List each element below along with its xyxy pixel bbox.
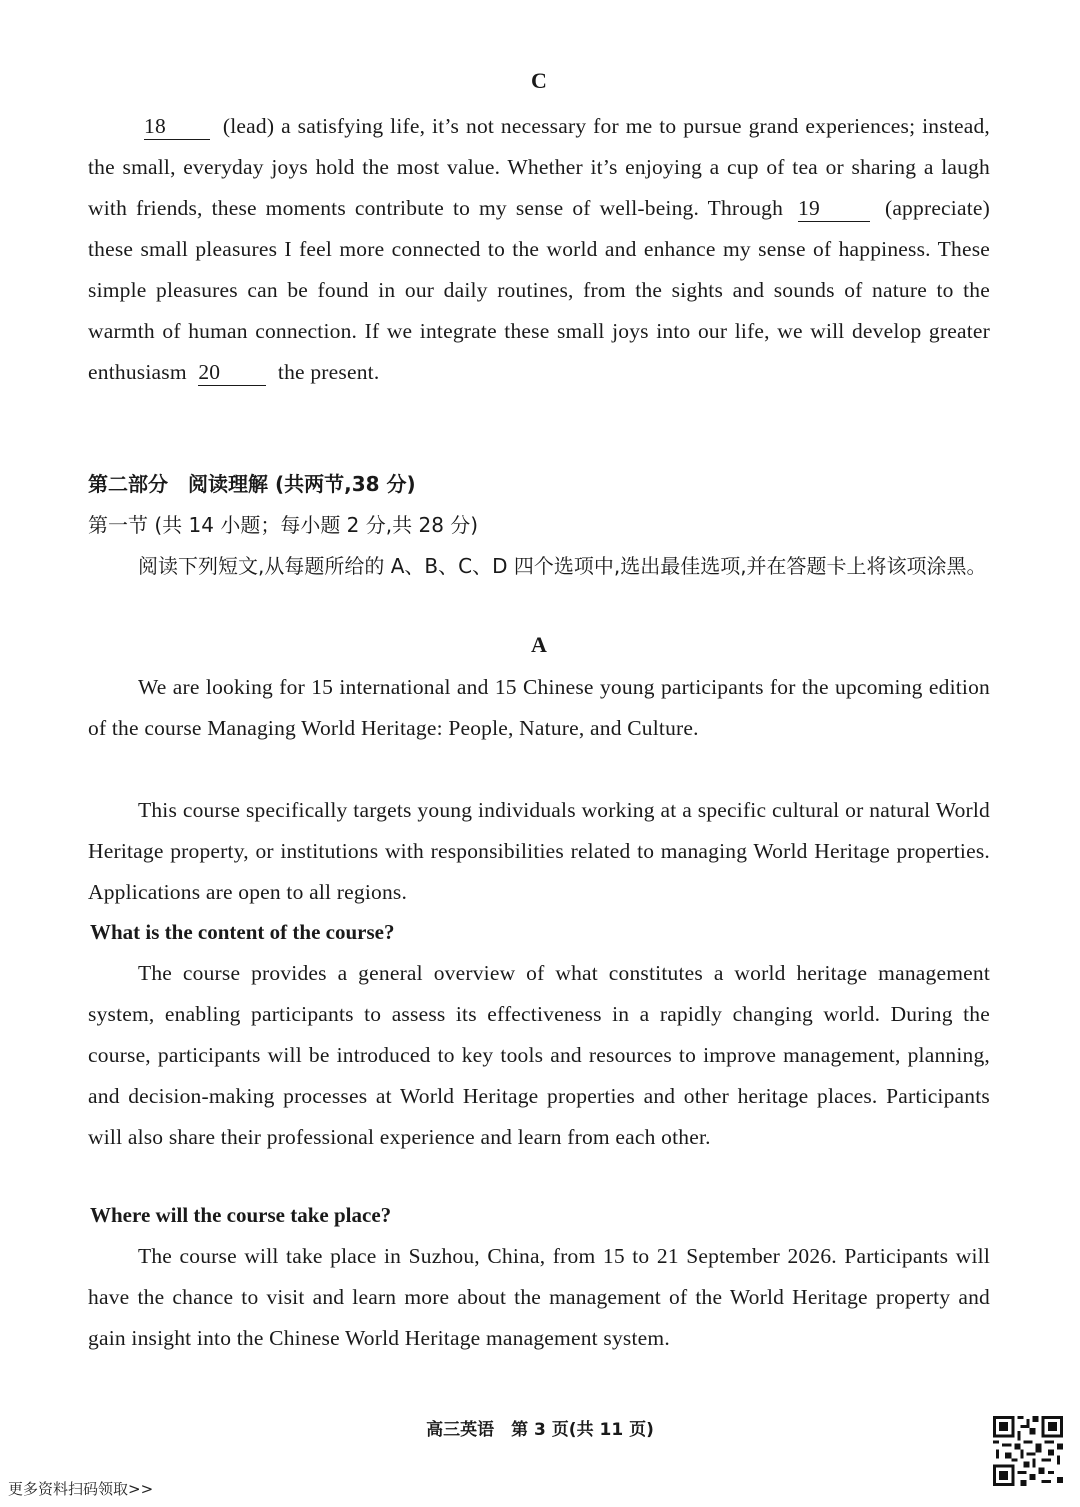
blank-18: 18	[144, 113, 210, 140]
instructions: 阅读下列短文,从每题所给的 A、B、C、D 四个选项中,选出最佳选项,并在答题卡上将该项涂黑。	[138, 554, 987, 578]
section-c-heading: C	[531, 68, 547, 93]
text-after-18: (lead) a satisfying life, it’s not necessary for me to pursue grand experiences; instead, the small, everyday joys hold the most value. Whether it’s enjoying a cup of tea or sharing a laugh with friends, these moments contribute to my sense of well-being. Through	[88, 114, 991, 220]
promo-text[interactable]: 更多资料扫码领取>>	[8, 1480, 154, 1498]
passage-a-paragraph-3: The course provides a general overview of what constitutes a world heritage management system, enabling participants to assess its effectiveness in a rapidly changing world. During the course, participants will be introduced to key tools and resources to improve management, planning, and decision-making processes at World Heritage properties and other heritage places. Participants will also share their professional experience and learn from each other.	[88, 961, 990, 1149]
text-after-19: (appreciate) these small pleasures I feel more connected to the world and enhance my sense of happiness. These simple pleasures can be found in our daily routines, from the sights and sounds of nature to the warmth of human connection. If we integrate these small joys into our life, we will develop greater enthusiasm	[88, 196, 990, 384]
text-end: the present.	[277, 360, 380, 384]
passage-a-paragraph-1: We are looking for 15 international and 15 Chinese young participants for the upcoming edition of the course Managing World Heritage: People, Nature, and Culture.	[88, 675, 990, 740]
page-footer: 高三英语 第 3 页(共 11 页)	[426, 1420, 654, 1440]
passage-a-paragraph-2: This course specifically targets young individuals working at a specific cultural or natural World Heritage property, or institutions with responsibilities related to managing World Heritage properties. Applications are open to all regions.	[88, 798, 990, 904]
passage-a-heading: A	[531, 632, 547, 657]
section-c-paragraph	[88, 106, 990, 393]
section-one-title: 第一节 (共 14 小题；每小题 2 分,共 28 分)	[88, 513, 479, 537]
qr-code-icon[interactable]	[990, 1413, 1066, 1489]
blank-19: 19	[798, 195, 870, 222]
passage-a-paragraph-4: The course will take place in Suzhou, China, from 15 to 21 September 2026. Participants will have the chance to visit and learn more about the management of the World Heritage property and gain insight into the Chinese World Heritage management system.	[88, 1244, 990, 1350]
question-heading-content: What is the content of the course?	[90, 920, 395, 944]
part-two-title: 第二部分 阅读理解 (共两节,38 分)	[88, 472, 416, 496]
blank-20: 20	[198, 359, 266, 386]
question-heading-location: Where will the course take place?	[90, 1203, 392, 1227]
